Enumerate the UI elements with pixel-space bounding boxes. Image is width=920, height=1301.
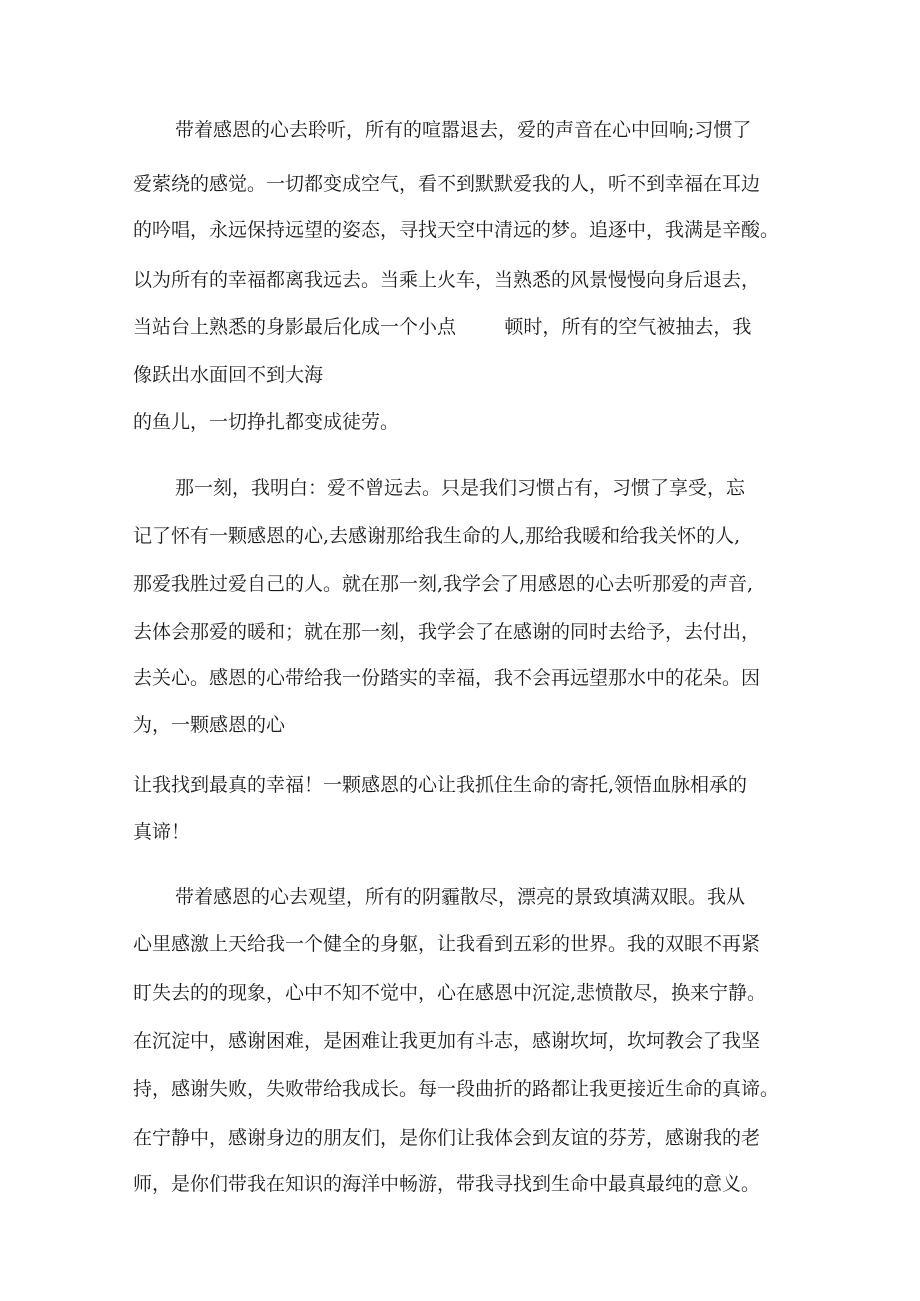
- text-line: 盯失去的的现象，心中不知不觉中，心在感恩中沉淀,悲愤散尽，换来宁静。: [133, 982, 767, 1004]
- text-line: 让我找到最真的幸福！一颗感恩的心让我抓住生命的寄托,领悟血脉相承的: [133, 774, 748, 796]
- text-line: 记了怀有一颗感恩的心,去感谢那给我生命的人,那给我暖和给我关怀的人,: [133, 525, 741, 547]
- text-line: 在宁静中，感谢身边的朋友们，是你们让我体会到友谊的芬芳，感谢我的老: [133, 1127, 761, 1149]
- text-line: 带着感恩的心去观望，所有的阴霾散尽，漂亮的景致填满双眼。我从: [175, 886, 746, 908]
- text-line: 那爱我胜过爱自己的人。就在那一刻,我学会了用感恩的心去听那爱的声音,: [133, 573, 754, 595]
- text-line: 去关心。感恩的心带给我一份踏实的幸福，我不会再远望那水中的花朵。因: [133, 667, 761, 689]
- text-line: 爱萦绕的感觉。一切都变成空气，看不到默默爱我的人，听不到幸福在耳边: [133, 173, 761, 195]
- text-line: 当站台上熟悉的身影最后化成一个小点 顿时，所有的空气被抽去，我: [133, 316, 752, 338]
- text-line: 的吟唱，永远保持远望的姿态，寻找天空中清远的梦。追逐中，我满是辛酸。: [133, 219, 780, 241]
- text-line: 为，一颗感恩的心: [133, 714, 286, 736]
- text-line: 在沉淀中，感谢困难，是困难让我更加有斗志，感谢坎坷，坎坷教会了我坚: [133, 1030, 761, 1052]
- text-line: 持，感谢失败，失败带给我成长。每一段曲折的路都让我更接近生命的真谛。: [133, 1078, 780, 1100]
- text-line: 那一刻，我明白：爱不曾远去。只是我们习惯占有，习惯了享受，忘: [175, 477, 746, 499]
- text-line: 师，是你们带我在知识的海洋中畅游，带我寻找到生命中最真最纯的意义。: [133, 1173, 761, 1195]
- text-line: 以为所有的幸福都离我远去。当乘上火车，当熟悉的风景慢慢向身后退去，: [133, 269, 761, 291]
- text-line: 心里感激上天给我一个健全的身躯，让我看到五彩的世界。我的双眼不再紧: [133, 933, 761, 955]
- text-line: 像跃出水面回不到大海: [133, 364, 324, 386]
- text-line: 去体会那爱的暖和；就在那一刻，我学会了在感谢的同时去给予，去付出，: [133, 621, 761, 643]
- text-line: 真谛！: [133, 821, 191, 843]
- text-line: 带着感恩的心去聆听，所有的喧嚣退去，爱的声音在心中回响;习惯了: [175, 119, 752, 141]
- text-line: 的鱼儿，一切挣扎都变成徒劳。: [133, 411, 400, 433]
